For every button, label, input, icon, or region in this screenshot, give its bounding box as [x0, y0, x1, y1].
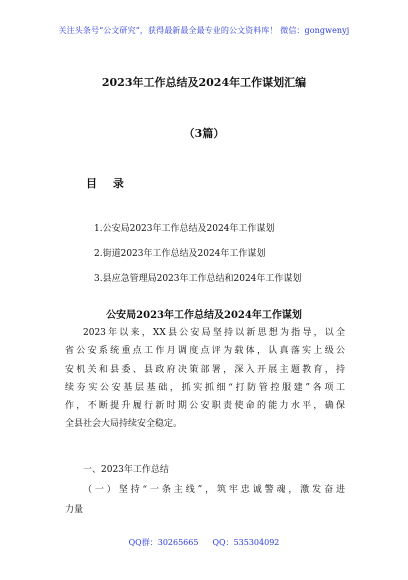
footer-contact	[0, 537, 408, 548]
header-note: 关注头条号“公文研究”，获得最新最全最专业的公文资料库！ 微信：gongwenyj	[58, 26, 350, 35]
document-title: 2023年工作总结及2024年工作谋划汇编	[101, 76, 307, 89]
sub-item-heading: （一）坚持“一条主线”，筑牢忠诚警魂，激发奋进	[83, 485, 345, 495]
body-paragraph	[65, 327, 345, 437]
document-subtitle: （3篇）	[183, 127, 225, 140]
qq-group-number: QQ群：30265665	[128, 538, 199, 547]
paragraph-line: 安机关和县委、县政府决策部署，深入开展主题教育，持	[65, 364, 345, 375]
toc-item: 1.公安局2023年工作总结及2024年工作谋划	[94, 224, 275, 234]
paragraph-line: 2023年以来，XX县公安局坚持以新思想为指导，以全	[83, 328, 345, 338]
paragraph-line: 全县社会大局持续安全稳定。	[65, 419, 183, 430]
paragraph-line: 省公安系统重点工作月调度点评为载体，认真落实上级公	[65, 346, 345, 357]
sub-heading: 一、2023年工作总结	[83, 465, 169, 475]
sub-item-heading-continued: 力量	[65, 505, 84, 515]
toc-heading: 目 录	[86, 177, 130, 190]
toc-item: 2.街道2023年工作总结及2024年工作谋划	[94, 249, 266, 259]
toc-list	[94, 223, 301, 298]
toc-item: 3.县应急管理局2023年工作总结和2024年工作谋划	[94, 274, 302, 284]
section-title: 公安局2023年工作总结及2024年工作谋划	[106, 310, 302, 321]
qq-number: QQ：535304092	[212, 538, 280, 547]
paragraph-line: 续夯实公安基层基础，抓实抓细“打防管控服建”各项工	[65, 382, 345, 393]
paragraph-line: 作，不断提升履行新时期公安职责使命的能力水平，确保	[65, 401, 345, 412]
